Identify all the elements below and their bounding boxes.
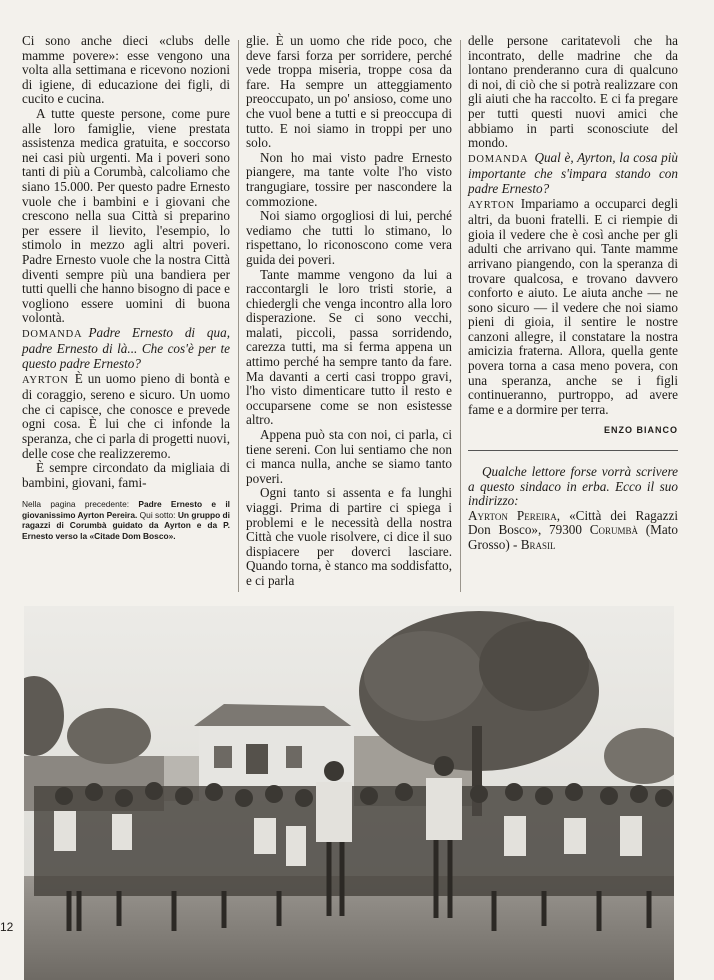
caption-part: Padre Ernesto e il giovanissimo Ayrton Pereira. bbox=[22, 499, 231, 520]
reader-note: Qualche lettore forse vorrà scrivere a questo sindaco in erba. Ecco il suo indirizzo: bbox=[468, 464, 678, 509]
group-photo-illustration bbox=[24, 606, 674, 980]
text-column-3 bbox=[468, 34, 678, 553]
address-country: Brasil bbox=[520, 537, 556, 552]
paragraph: Non ho mai visto padre Ernesto piangere, ma tante volte l'ho visto trangugiare, tossire per nascondere la commozione. bbox=[246, 149, 452, 209]
paragraph: È sempre circondato da migliaia di bambini, giovani, fami- bbox=[22, 460, 230, 490]
paragraph: Tante mamme vengono da lui a raccontargli le loro tristi storie, a chiedergli che venga incontro alla loro disperazione. Se ci sono vecchi, malati, piccoli, passa sorridendo, carezza tutti, ma si ferma appena un attimo perché ha sempre tanto da fare. Ma davanti a certi casi troppo gravi, l'ho visto dimenticare tutto il resto e occuparsene come se non esistesse altro. bbox=[246, 266, 452, 428]
caption-part: Qui sotto: bbox=[137, 509, 178, 520]
caption-part: Nella pagina precedente: bbox=[22, 499, 139, 510]
page-number: 12 bbox=[0, 920, 14, 934]
caption-part: Un gruppo di ragazzi di Corumbà guidato da Ayrton e da P. Ernesto verso la «Citade Dom Bosco». bbox=[22, 509, 230, 541]
answer-text: È un uomo pieno di bontà e di coraggio, sereno e sicuro. Un uomo che ci capisce, che conosce e prevede ogni cosa. È lui che ci infonde la speranza, che ci parla di progetti nuovi, delle cose che realizzeremo. bbox=[22, 370, 230, 461]
photo-caption bbox=[22, 499, 230, 541]
author-signature: ENZO BIANCO bbox=[604, 425, 678, 436]
paragraph: A tutte queste persone, come pure alle loro famiglie, viene prestata assistenza medica gratuita, e soccorso nei casi più urgenti. Ma i poveri sono tanti di più a Corumbà, calcoliamo che siano 15.000. Per questo padre Ernesto vuole che i bambini e i giovani che crescono nella sua Città si preparino per essere il lievito, l'esempio, lo stimolo in mezzo agli altri poveri. Padre Ernesto vuole che la nostra Città diventi sempre più una bandiera per tutti quelli che hanno bisogno di pace e vogliono essere uomini di buona volontà. bbox=[22, 105, 230, 326]
answer-text: Impariamo a occuparci degli altri, da buoni fratelli. E ci riempie di gioia il vedere che è così anche per gli adulti che arrivano qui. Tante mamme arrivano piangendo, con la speranza di trovare qualcosa, e trovano davvero conforto e aiuto. Le aiuta anche — ne sono sicuro — il vedere che noi siamo pieni di gioia, il sentire le nostre canzoni allegre, il constatare la nostra amicizia fraterna. Allora, quella gente povera torna a casa meno povera, con una speranza, anche se i figli continueranno, purtroppo, ad avere fame e a dormire per terra. bbox=[468, 195, 678, 417]
address-city: Corumbà bbox=[589, 522, 639, 538]
paragraph: glie. È un uomo che ride poco, che deve farsi forza per sorridere, perché vede troppa miseria, troppe cosa da fare. Ha sempre un atteggiamento preoccupato, un po' ansioso, come uno che vuol bene a tutti e si preoccupa di tutto. E noi siamo in troppi per uno solo. bbox=[246, 33, 452, 151]
address-name: Ayrton Pereira bbox=[468, 507, 557, 523]
question-text: Qual è, Ayrton, la cosa più importante che s'impara stando con padre Ernesto? bbox=[468, 149, 678, 196]
postal-address bbox=[468, 509, 678, 553]
interview-answer bbox=[22, 372, 230, 462]
paragraph: Ci sono anche dieci «clubs delle mamme povere»: esse vengono una volta alla settimana e ricevono nozioni di igiene, di educazione dei figli, di cucito e cucina. bbox=[22, 33, 230, 107]
speaker-label: DOMANDA bbox=[22, 328, 83, 340]
interview-answer bbox=[468, 197, 678, 418]
speaker-label: AYRTON bbox=[22, 374, 69, 386]
speaker-label: AYRTON bbox=[468, 199, 515, 211]
group-photo bbox=[24, 606, 674, 980]
address-part: (Mato Grosso) - bbox=[468, 522, 679, 552]
interview-question bbox=[468, 151, 678, 197]
question-text: Padre Ernesto di qua, padre Ernesto di là... Che cos'è per te questo padre Ernesto? bbox=[22, 324, 230, 372]
paragraph: Ogni tanto si assenta e fa lunghi viaggi. Prima di partire ci spiega i problemi e le necessità della nostra Città che vuole risolvere, ci dice il suo dispiacere per doverci lasciare. Quando torna, è stanco ma soddisfatto, e ci parla bbox=[246, 485, 452, 588]
address-part: , «Città dei Ragazzi Don Bosco», 79300 bbox=[468, 507, 679, 538]
column-divider bbox=[238, 40, 239, 592]
paragraph: delle persone caritatevoli che ha incontrato, delle madrine che da lontano prenderanno cura di qualcuno di noi, di ciò che si potrà realizzare con gli aiuti che ha raccolto. E ci fa pregare per tutti questi nuovi amici che abbiamo in parti sconosciute del mondo. bbox=[468, 33, 678, 151]
paragraph: Appena può sta con noi, ci parla, ci tiene sereni. Con lui sentiamo che non ci manca nulla, anche se siamo tanto poveri. bbox=[246, 427, 452, 486]
speaker-label: DOMANDA bbox=[468, 153, 529, 165]
paragraph: Noi siamo orgogliosi di lui, perché vediamo che tutti lo stimano, lo rispettano, lo riconoscono come vera guida dei poveri. bbox=[246, 208, 452, 267]
section-divider bbox=[468, 450, 678, 451]
text-column-1 bbox=[22, 34, 230, 541]
text-column-2 bbox=[246, 34, 452, 589]
column-divider bbox=[460, 40, 461, 592]
interview-question bbox=[22, 326, 230, 372]
tree-left bbox=[67, 708, 151, 764]
